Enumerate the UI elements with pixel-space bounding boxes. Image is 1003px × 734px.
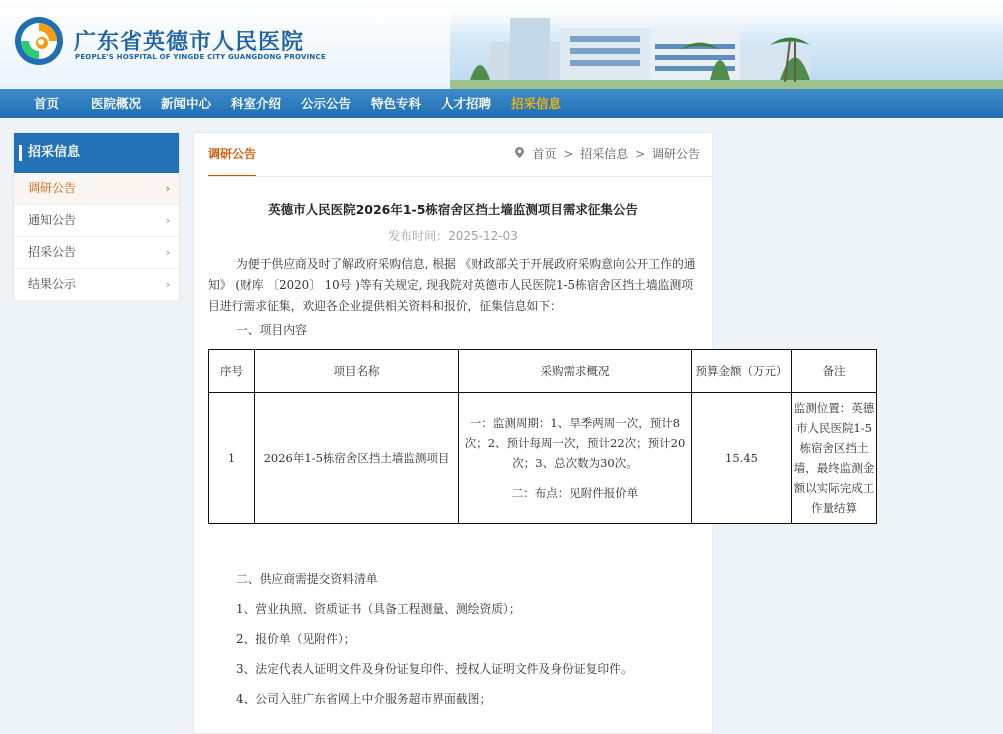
breadcrumb-separator: > <box>563 147 574 161</box>
breadcrumb-procurement[interactable]: 招采信息 <box>580 147 629 161</box>
desc-line: 二：布点：见附件报价单 <box>511 486 639 500</box>
sidebar-item-label: 结果公示 <box>28 277 77 291</box>
divider <box>208 176 712 177</box>
article-intro: 为便于供应商及时了解政府采购信息, 根据 《财政部关于开展政府采购意向公开工作的通知》 (财库 〔2020〕 10号 )等有关规定, 现我院对英德市人民医院1-5栋宿舍区挡土墙监测项目进行需求征集，欢迎各企业提供相关资料和报价，征集信息如下： <box>208 257 696 313</box>
table-cell-desc <box>459 393 692 524</box>
table-cell-no: 1 <box>209 393 255 524</box>
list-item: 4、公司入驻广东省网上中介服务超市界面截图； <box>236 692 492 706</box>
site-header <box>0 0 1003 89</box>
hospital-name: 广东省英德市人民医院 <box>74 30 305 55</box>
section-tab: 调研公告 <box>208 143 256 177</box>
table-row <box>209 393 877 524</box>
hospital-name-en: PEOPLE'S HOSPITAL OF YINGDE CITY GUANGDONG PROVINCE <box>75 53 326 61</box>
section-heading-materials: 二、供应商需提交资料清单 <box>236 572 378 586</box>
sidebar-item-label: 调研公告 <box>28 181 77 195</box>
hospital-logo-icon[interactable] <box>13 15 65 67</box>
breadcrumb-home[interactable]: 首页 <box>532 147 557 161</box>
table-header-row <box>209 350 877 393</box>
chevron-right-icon: › <box>165 246 170 259</box>
desc-line: 一：监测周期：1、旱季两周一次，预计8次；2、预计每周一次，预计22次；预计20次；3、总次数为30次。 <box>464 416 686 470</box>
location-pin-icon <box>515 147 524 161</box>
sidebar-item-label: 通知公告 <box>28 213 77 227</box>
section-heading-project: 一、项目内容 <box>236 323 307 337</box>
table-header-cell: 备注 <box>792 350 877 393</box>
breadcrumb-current[interactable]: 调研公告 <box>651 147 700 161</box>
table-header-cell: 项目名称 <box>255 350 459 393</box>
nav-item-news[interactable]: 新闻中心 <box>161 96 212 111</box>
table-header-cell: 预算金额（万元） <box>692 350 792 393</box>
nav-item-overview[interactable]: 医院概况 <box>91 96 142 111</box>
nav-item-home[interactable]: 首页 <box>34 96 60 111</box>
chevron-right-icon: › <box>165 278 170 291</box>
list-item: 1、营业执照、资质证书（具备工程测量、测绘资质）； <box>236 602 521 616</box>
hospital-building-banner <box>450 0 1003 89</box>
project-table <box>208 349 877 524</box>
article-title: 英德市人民医院2026年1-5栋宿舍区挡土墙监测项目需求征集公告 <box>268 202 638 217</box>
publish-date: 发布时间：2025-12-03 <box>388 229 518 243</box>
list-item: 3、法定代表人证明文件及身份证复印件、授权人证明文件及身份证复印件。 <box>236 662 633 676</box>
nav-item-departments[interactable]: 科室介绍 <box>231 96 282 111</box>
nav-item-recruitment[interactable]: 人才招聘 <box>441 96 492 111</box>
nav-item-procurement[interactable]: 招采信息 <box>511 96 562 111</box>
table-cell-budget: 15.45 <box>692 393 792 524</box>
chevron-right-icon: › <box>165 182 170 195</box>
table-header-cell: 采购需求概况 <box>459 350 692 393</box>
sidebar-title: 招采信息 <box>14 133 179 173</box>
breadcrumb-separator: > <box>635 147 646 161</box>
table-cell-note: 监测位置：英德市人民医院1-5栋宿舍区挡土墙，最终监测金额以实际完成工作量结算 <box>792 393 877 524</box>
sidebar <box>13 132 180 301</box>
table-header-cell: 序号 <box>209 350 255 393</box>
sidebar-item-research-notice[interactable] <box>14 173 179 205</box>
nav-item-specialties[interactable]: 特色专科 <box>371 96 422 111</box>
sidebar-item-label: 招采公告 <box>28 245 77 259</box>
breadcrumb <box>515 145 700 162</box>
sidebar-item-notifications[interactable] <box>14 205 179 237</box>
table-cell-name: 2026年1-5栋宿舍区挡土墙监测项目 <box>255 393 459 524</box>
main-nav <box>0 89 1003 118</box>
list-item: 2、报价单（见附件）； <box>236 632 356 646</box>
nav-item-notices[interactable]: 公示公告 <box>301 96 352 111</box>
sidebar-item-results[interactable] <box>14 269 179 301</box>
chevron-right-icon: › <box>165 214 170 227</box>
sidebar-item-tender-notice[interactable] <box>14 237 179 269</box>
